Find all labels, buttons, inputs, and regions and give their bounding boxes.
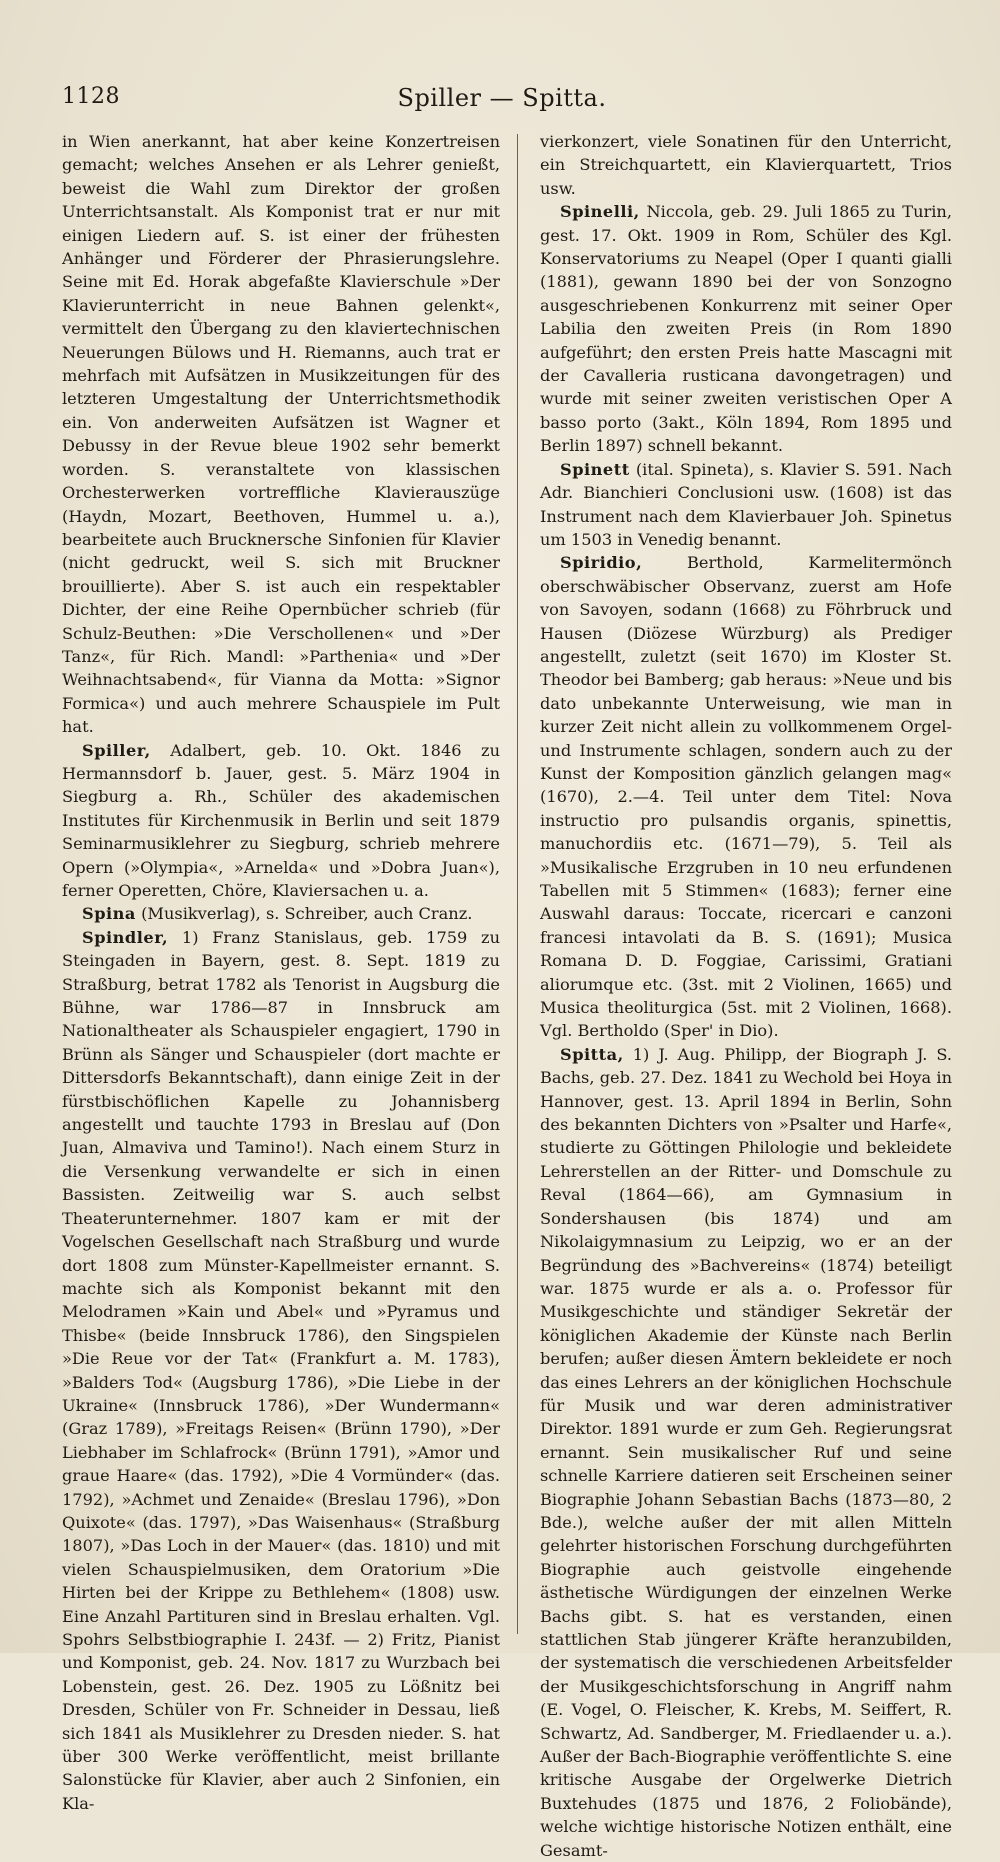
entry-spinett (540, 458, 952, 552)
entry-spindler (62, 926, 500, 1815)
entry-continuation: in Wien anerkannt, hat aber keine Konzertreisen gemacht; welches Ansehen er als Lehrer genießt, beweist die Wahl zum Direktor der großen Unterrichtsanstalt. Als Komponist trat er nur mit einigen Liedern auf. S. ist einer der frühesten Anhänger und Förderer der Phrasierungslehre. Seine mit Ed. Horak abgefaßte Klavierschule »Der Klavierunterricht in neue Bahnen gelenkt«, vermittelt den Übergang zu den klaviertechnischen Neuerungen Bülows und H. Riemanns, auch trat er mehrfach mit Aufsätzen in Musikzeitungen für des letzteren Umgestaltung der Unterrichtsmethodik ein. Von anderweiten Aufsätzen ist Wagner et Debussy in der Revue bleue 1902 sehr bemerkt worden. S. veranstaltete von klassischen Orchesterwerken vortreffliche Klavierauszüge (Haydn, Mozart, Beethoven, Hummel u. a.), bearbeitete auch Brucknersche Sinfonien für Klavier (nicht gedruckt, weil S. sich mit Bruckner brouillierte). Aber S. ist auch ein respektabler Dichter, der eine Reihe Opernbücher schrieb (für Schulz-Beuthen: »Die Verschollenen« und »Der Tanz«, für Rich. Mandl: »Parthenia« und »Der Weihnachtsabend«, für Vianna da Motta: »Signor Formica«) und auch mehrere Schauspiele im Pult hat. (62, 132, 500, 737)
entry-headword: Spinett (560, 459, 630, 479)
entry-text: Adalbert, geb. 10. Okt. 1846 zu Hermannsdorf b. Jauer, gest. 5. März 1904 in Siegburg a. Rh., Schüler des akademischen Institutes für Kirchenmusik in Berlin und seit 1879 Seminarmusiklehrer zu Siegburg, schrieb mehrere Opern (»Olympia«, »Arnelda« und »Dobra Juan«), ferner Operetten, Chöre, Klaviersachen u. a. (62, 740, 500, 900)
entry-text: (ital. Spineta), s. Klavier S. 591. Nach Adr. Bianchieri Conclusioni usw. (1608) ist das Instrument nach dem Klavierbauer Joh. Spinetus um 1503 in Venedig benannt. (540, 459, 952, 549)
entry-spiridio (540, 551, 952, 1043)
entry-headword: Spiller, (82, 740, 151, 760)
entry-headword: Spindler, (82, 927, 169, 947)
entry-spitta (540, 1043, 952, 1862)
text-columns (62, 130, 952, 1860)
page-number: 1128 (62, 84, 120, 109)
entry-headword: Spitta, (560, 1044, 624, 1064)
entry-text: 1) J. Aug. Philipp, der Biograph J. S. Bachs, geb. 27. Dez. 1841 zu Wechold bei Hoya in Hannover, gest. 13. April 1894 in Berlin, Sohn des bekannten Dichters von »Psalter und Harfe«, studierte zu Göttingen Philologie und bekleidete Lehrerstellen an der Ritter- und Domschule zu Reval (1864—66), am Gymnasium in Sondershausen (bis 1874) und am Nikolaigymnasium zu Leipzig, wo er an der Begründung des »Bachvereins« (1874) beteiligt war. 1875 wurde er als a. o. Professor für Musikgeschichte und ständiger Sekretär der königlichen Akademie der Künste nach Berlin berufen; außer diesen Ämtern bekleidete er noch das eines Lehrers an der königlichen Hochschule für Musik und war deren administrativer Direktor. 1891 wurde er zum Geh. Regierungsrat ernannt. Sein musikalischer Ruf und seine schnelle Karriere datieren seit Erscheinen seiner Biographie Johann Sebastian Bachs (1873—80, 2 Bde.), welche außer der mit allen Mitteln gelehrter historischen Forschung durchgeführten Biographie auch geistvolle eingehende ästhetische Würdigungen der einzelnen Werke Bachs gibt. S. hat es verstanden, einen stattlichen Stab jüngerer Kräfte heranzubilden, der systematisch die verschiedenen Arbeitsfelder der Musikgeschichtsforschung in Angriff nahm (E. Vogel, O. Fleischer, K. Krebs, M. Seiffert, R. Schwartz, Ad. Sandberger, M. Friedlaender u. a.). Außer der Bach-Biographie veröffentlichte S. eine kritische Ausgabe der Orgelwerke Dietrich Buxtehudes (1875 und 1876, 2 Foliobände), welche wichtige historische Notizen enthält, eine Gesamt- (540, 1044, 952, 1860)
entry-spina (62, 902, 500, 925)
entry-text: 1) Franz Stanislaus, geb. 1759 zu Steingaden in Bayern, gest. 8. Sept. 1819 zu Straßburg, betrat 1782 als Tenorist in Augsburg die Bühne, war 1786—87 in Innsbruck am Nationaltheater als Schauspieler engagiert, 1790 in Brünn als Sänger und Schauspieler (dort machte er Dittersdorfs Bekanntschaft), dann einige Zeit in der fürstbischöflichen Kapelle zu Johannisberg angestellt und tauchte 1793 in Breslau auf (Don Juan, Almaviva und Tamino!). Nach einem Sturz in die Versenkung verwandelte er sich in einen Bassisten. Zeitweilig war S. auch selbst Theaterunternehmer. 1807 kam er mit der Vogelschen Gesellschaft nach Straßburg und wurde dort 1808 zum Münster-Kapellmeister ernannt. S. machte sich als Komponist bekannt mit den Melodramen »Kain und Abel« und »Pyramus und Thisbe« (beide Innsbruck 1786), den Singspielen »Die Reue vor der Tat« (Frankfurt a. M. 1783), »Balders Tod« (Augsburg 1786), »Die Liebe in der Ukraine« (Innsbruck 1786), »Der Wundermann« (Graz 1789), »Freitags Reisen« (Brünn 1790), »Der Liebhaber im Schlafrock« (Brünn 1791), »Amor und graue Haare« (das. 1792), »Die 4 Vormünder« (das. 1792), »Achmet und Zenaide« (Breslau 1796), »Don Quixote« (das. 1797), »Das Waisenhaus« (Straßburg 1807), »Das Loch in der Mauer« (das. 1810) und mit vielen Schauspielmusiken, dem Oratorium »Die Hirten bei der Krippe zu Bethlehem« (1808) usw. Eine Anzahl Partituren sind in Breslau erhalten. Vgl. Spohrs Selbstbiographie I. 243f. — 2) Fritz, Pianist und Komponist, geb. 24. Nov. 1817 zu Wurzbach bei Lobenstein, gest. 26. Dez. 1905 zu Lößnitz bei Dresden, Schüler von Fr. Schneider in Dessau, ließ sich 1841 als Musiklehrer zu Dresden nieder. S. hat über 300 Werke veröffentlicht, meist brillante Salonstücke für Klavier, aber auch 2 Sinfonien, ein Kla- (62, 927, 500, 1813)
entry-headword: Spina (82, 904, 136, 924)
column-divider (517, 134, 518, 1634)
entry-text: (Musikverlag), s. Schreiber, auch Cranz. (141, 904, 473, 924)
entry-spiller (62, 739, 500, 903)
entry-continuation: vierkonzert, viele Sonatinen für den Unterricht, ein Streichquartett, ein Klavierquartett, Trios usw. (540, 132, 952, 198)
entry-text: Niccola, geb. 29. Juli 1865 zu Turin, gest. 17. Okt. 1909 in Rom, Schüler des Kgl. Konservatoriums zu Neapel (Oper I quanti gialli (1881), gewann 1890 bei der von Sonzogno ausgeschriebenen Konkurrenz mit seiner Oper Labilia den zweiten Preis (in Rom 1890 aufgeführt; den ersten Preis hatte Mascagni mit der Cavalleria rusticana davongetragen) und wurde mit seiner zweiten veristischen Oper A basso porto (3akt., Köln 1894, Rom 1895 und Berlin 1897) schnell bekannt. (540, 202, 952, 456)
page-header (62, 84, 942, 124)
entry-text: Berthold, Karmelitermönch oberschwäbischer Observanz, zuerst am Hofe von Savoyen, sodann (1668) zu Föhrbruck und Hausen (Diözese Würzburg) als Prediger angestellt, zuletzt (seit 1670) im Kloster St. Theodor bei Bamberg; gab heraus: »Neue und bis dato unbekannte Unterweisung, wie man in kurzer Zeit nicht allein zu vollkommenem Orgel- und Instrumente schlagen, sondern auch zu der Kunst der Komposition gänzlich gelangen mag« (1670), 2.—4. Teil unter dem Titel: Nova instructio pro pulsandis organis, spinettis, manuchordiis etc. (1671—79), 5. Teil als »Musikalische Erzgruben in 10 neu erfundenen Tabellen mit 5 Stimmen« (1683); ferner eine Auswahl daraus: Toccate, ricercari e canzoni francesi intavolati da B. S. (1691); Musica Romana D. D. Foggiae, Carissimi, Gratiani aliorumque etc. (3st. mit 2 Violinen, 1665) und Musica theoliturgica (5st. mit 2 Violinen, 1668). Vgl. Bertholdo (Sper' in Dio). (540, 553, 952, 1041)
running-title: Spiller — Spitta. (397, 84, 607, 112)
entry-spinelli (540, 200, 952, 457)
entry-headword: Spiridio, (560, 553, 643, 573)
entry-headword: Spinelli, (560, 202, 640, 222)
right-column (540, 130, 952, 1862)
left-column (62, 130, 500, 1815)
